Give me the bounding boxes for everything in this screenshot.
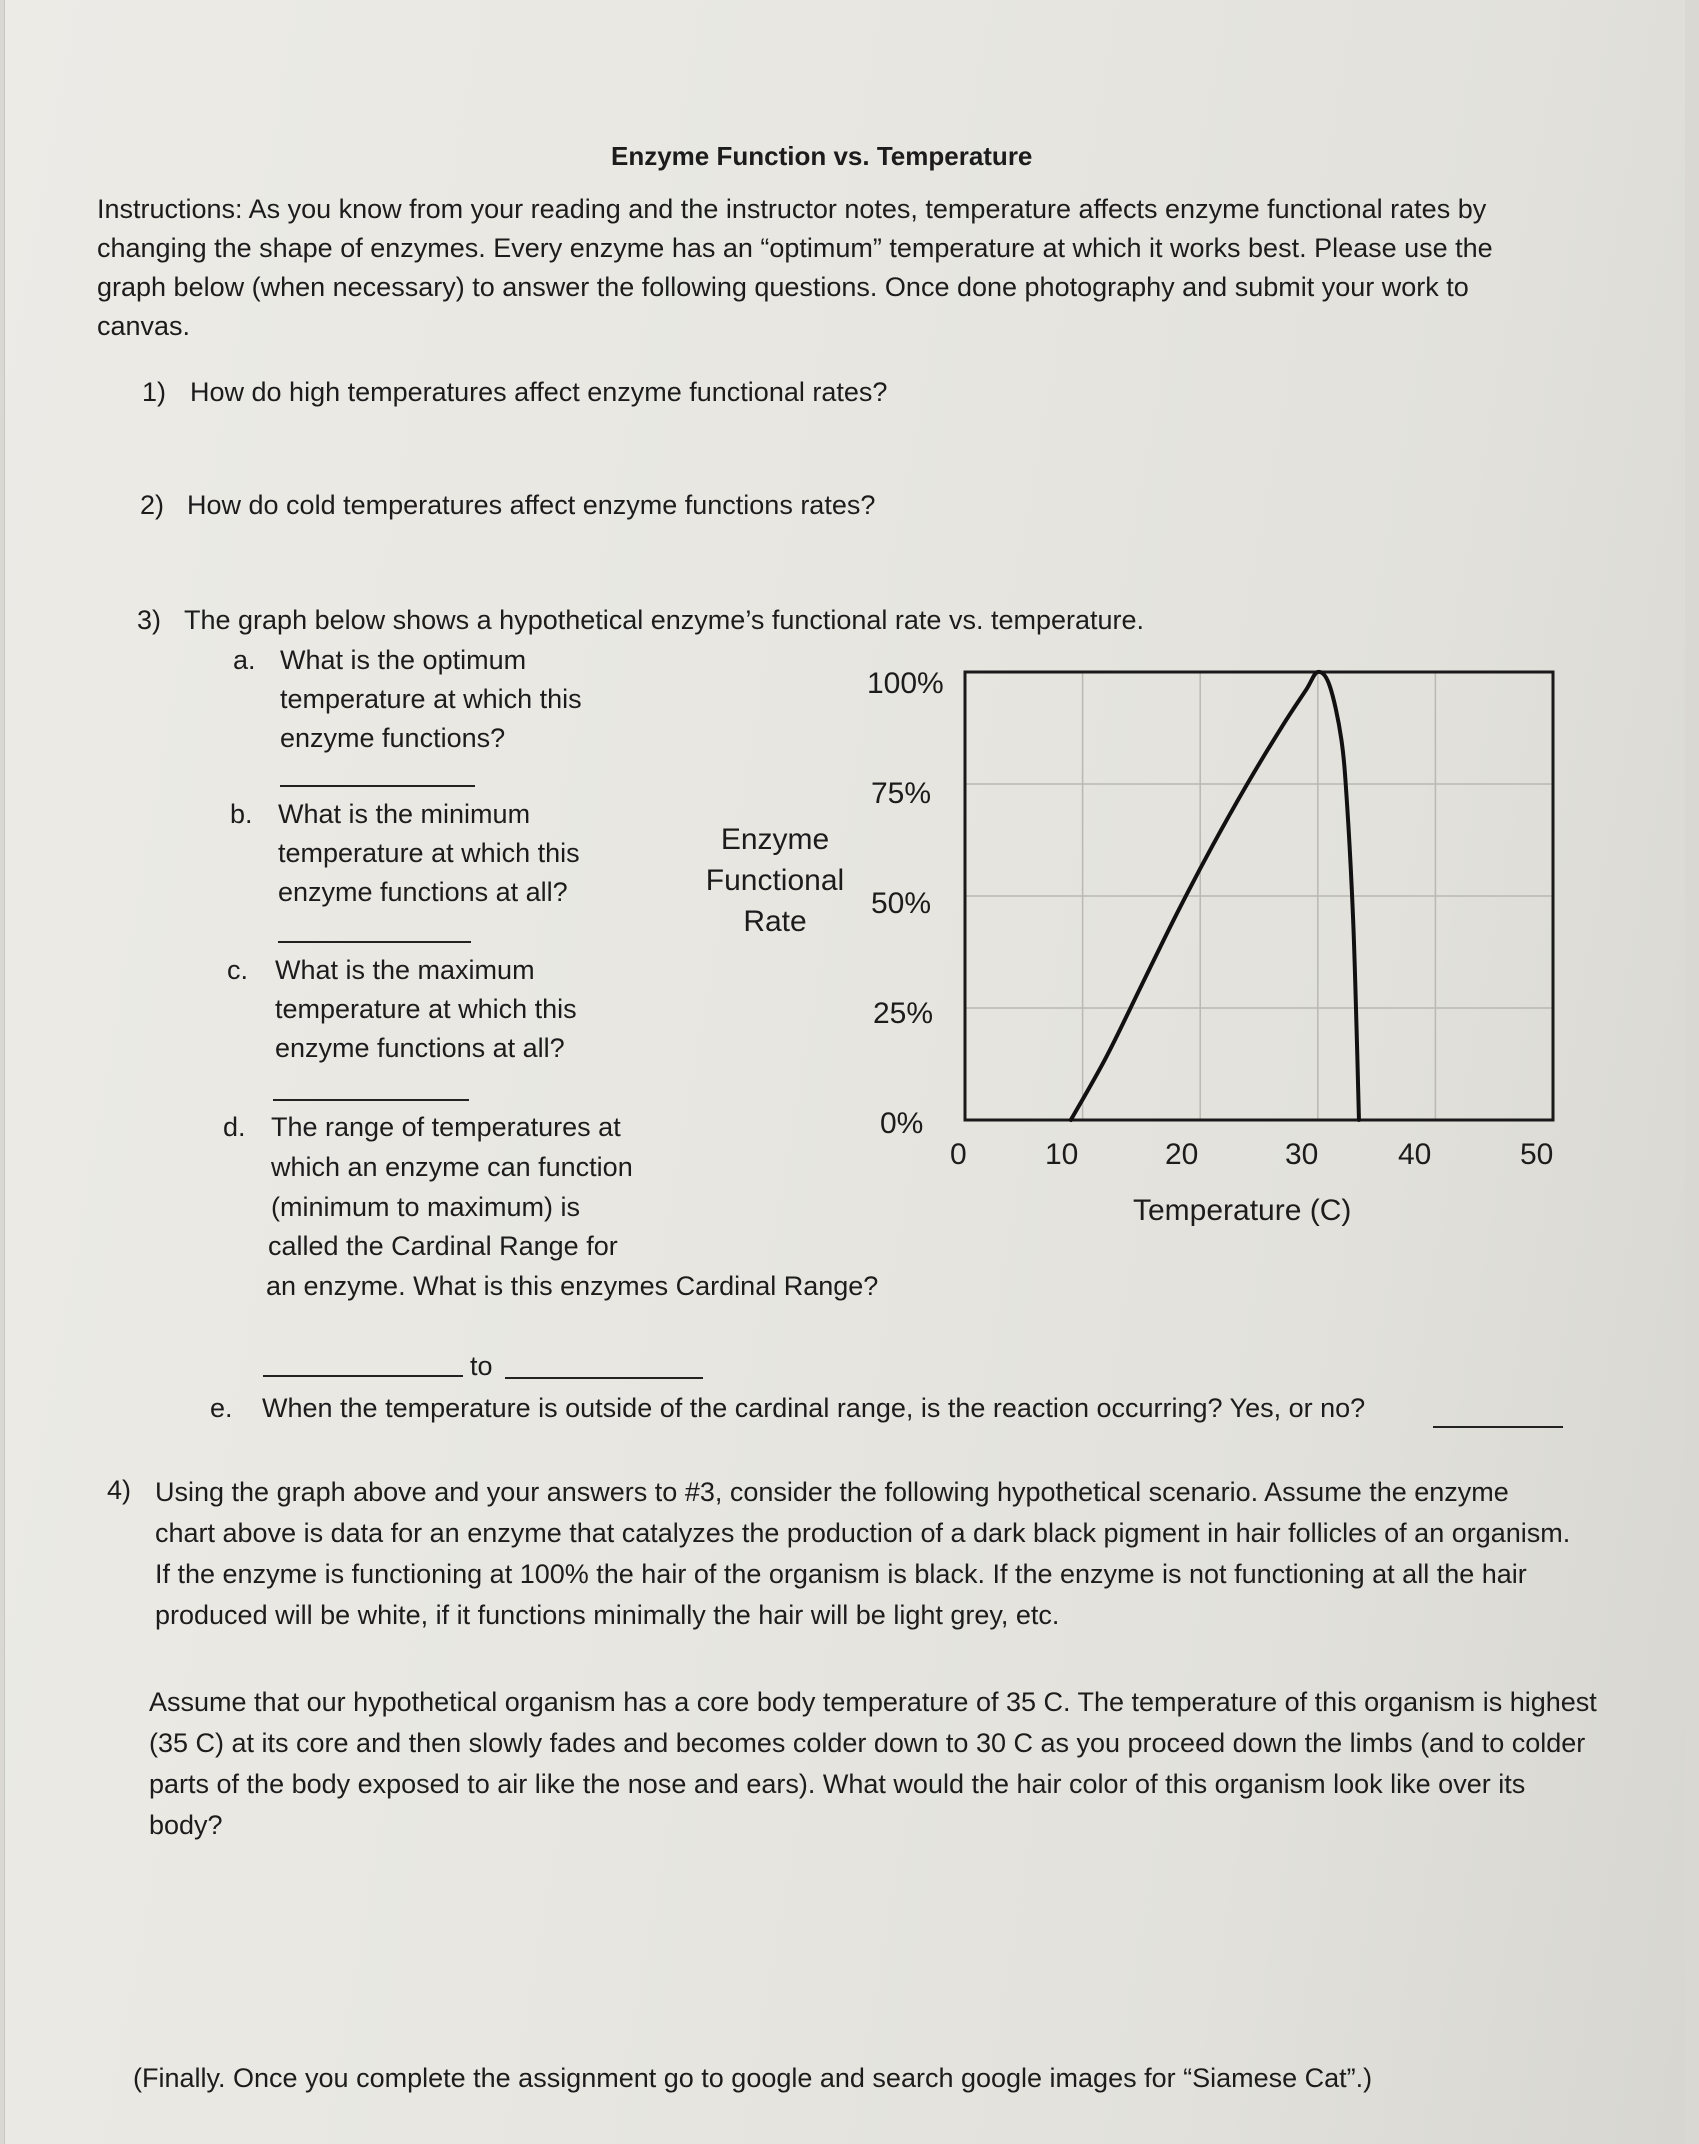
q4-paragraph-1: Using the graph above and your answers to #3, consider the following hypothetical scenario. Assume the enzyme chart above is data for an enzyme that catalyzes the production of a dark black pigment in hair follicles of an organism. If the enzyme is functioning at 100% the hair of the organism is black. If the enzyme is not functioning at all the hair produced will be white, if it functions minimally the hair will be light grey, etc. [155,1477,1571,1630]
q3e-answer-blank[interactable] [1433,1426,1563,1428]
y-tick-25: 25% [873,997,934,1030]
q3e-text: When the temperature is outside of the cardinal range, is the reaction occurring? Yes, or no? [262,1393,1366,1423]
q3-number: 3) [137,605,162,635]
instructions-paragraph: Instructions: As you know from your reading and the instructor notes, temperature affects enzyme functional rates by changing the shape of enzymes. Every enzyme has an “optimum” temperature at which it works best. Please use the graph below (when necessary) to answer the following questions. Once done photography and submit your work to canvas. [97,194,1493,341]
enzyme-rate-curve [1071,672,1359,1120]
x-axis-label: Temperature (C) [1133,1194,1352,1227]
page-title: Enzyme Function vs. Temperature [611,141,1033,171]
q3d-line-1: The range of temperatures at [271,1112,621,1142]
q3c-line-1: What is the maximum [275,955,535,985]
footer-note: (Finally. Once you complete the assignment go to google and search google images for “Siamese Cat”.) [133,2063,1373,2093]
y-axis-label-line-3: Rate [743,905,807,938]
x-tick-40: 40 [1398,1138,1432,1171]
x-tick-0: 0 [950,1138,967,1171]
q3b-answer-blank[interactable] [278,941,471,943]
q2-number: 2) [140,490,165,520]
q3-text: The graph below shows a hypothetical enzyme’s functional rate vs. temperature. [184,605,1145,635]
q3d-line-3: (minimum to maximum) is [271,1192,581,1222]
x-tick-20: 20 [1165,1138,1199,1171]
q3d-letter: d. [223,1112,246,1142]
q3d-line-2: which an enzyme can function [271,1152,633,1182]
q3c-line-3: enzyme functions at all? [275,1033,565,1063]
q3a-letter: a. [233,645,256,675]
y-axis-label-line-2: Functional [705,864,845,897]
plot-frame [965,672,1553,1120]
y-axis-label-line-1: Enzyme [720,823,830,856]
q3d-to-label: to [470,1351,493,1381]
q3d-min-blank[interactable] [263,1375,463,1377]
x-tick-10: 10 [1045,1138,1079,1171]
q4-number: 4) [107,1475,132,1505]
q3c-answer-blank[interactable] [273,1099,469,1101]
q4-paragraph-2: Assume that our hypothetical organism has a core body temperature of 35 C. The temperature of this organism is highest (35 C) at its core and then slowly fades and becomes colder down to 30 C as you proceed down the limbs (and to colder parts of the body exposed to air like the nose and ears). What would the hair color of this organism look like over its body? [149,1687,1597,1840]
q3a-line-1: What is the optimum [280,645,527,675]
q3b-letter: b. [230,799,253,829]
q3a-answer-blank[interactable] [280,785,475,787]
y-tick-0: 0% [880,1107,924,1140]
y-tick-50: 50% [871,887,932,920]
q3c-letter: c. [227,955,249,985]
q3a-line-2: temperature at which this [280,684,582,714]
q3b-line-3: enzyme functions at all? [278,877,568,907]
y-tick-75: 75% [871,777,932,810]
q3b-line-1: What is the minimum [278,799,531,829]
worksheet-page [4,0,1685,2144]
q3d-line-4: called the Cardinal Range for [268,1231,618,1261]
q3e-letter: e. [210,1393,233,1423]
q3b-line-2: temperature at which this [278,838,580,868]
q2-text: How do cold temperatures affect enzyme functions rates? [187,490,876,520]
q3a-line-3: enzyme functions? [280,723,506,753]
q1-text: How do high temperatures affect enzyme functional rates? [190,377,888,407]
q3d-line-5: an enzyme. What is this enzymes Cardinal Range? [266,1271,879,1301]
q3c-line-2: temperature at which this [275,994,577,1024]
x-tick-30: 30 [1285,1138,1319,1171]
y-tick-100: 100% [867,667,944,700]
q1-number: 1) [142,377,167,407]
q3d-max-blank[interactable] [505,1377,703,1379]
x-tick-50: 50 [1520,1138,1554,1171]
